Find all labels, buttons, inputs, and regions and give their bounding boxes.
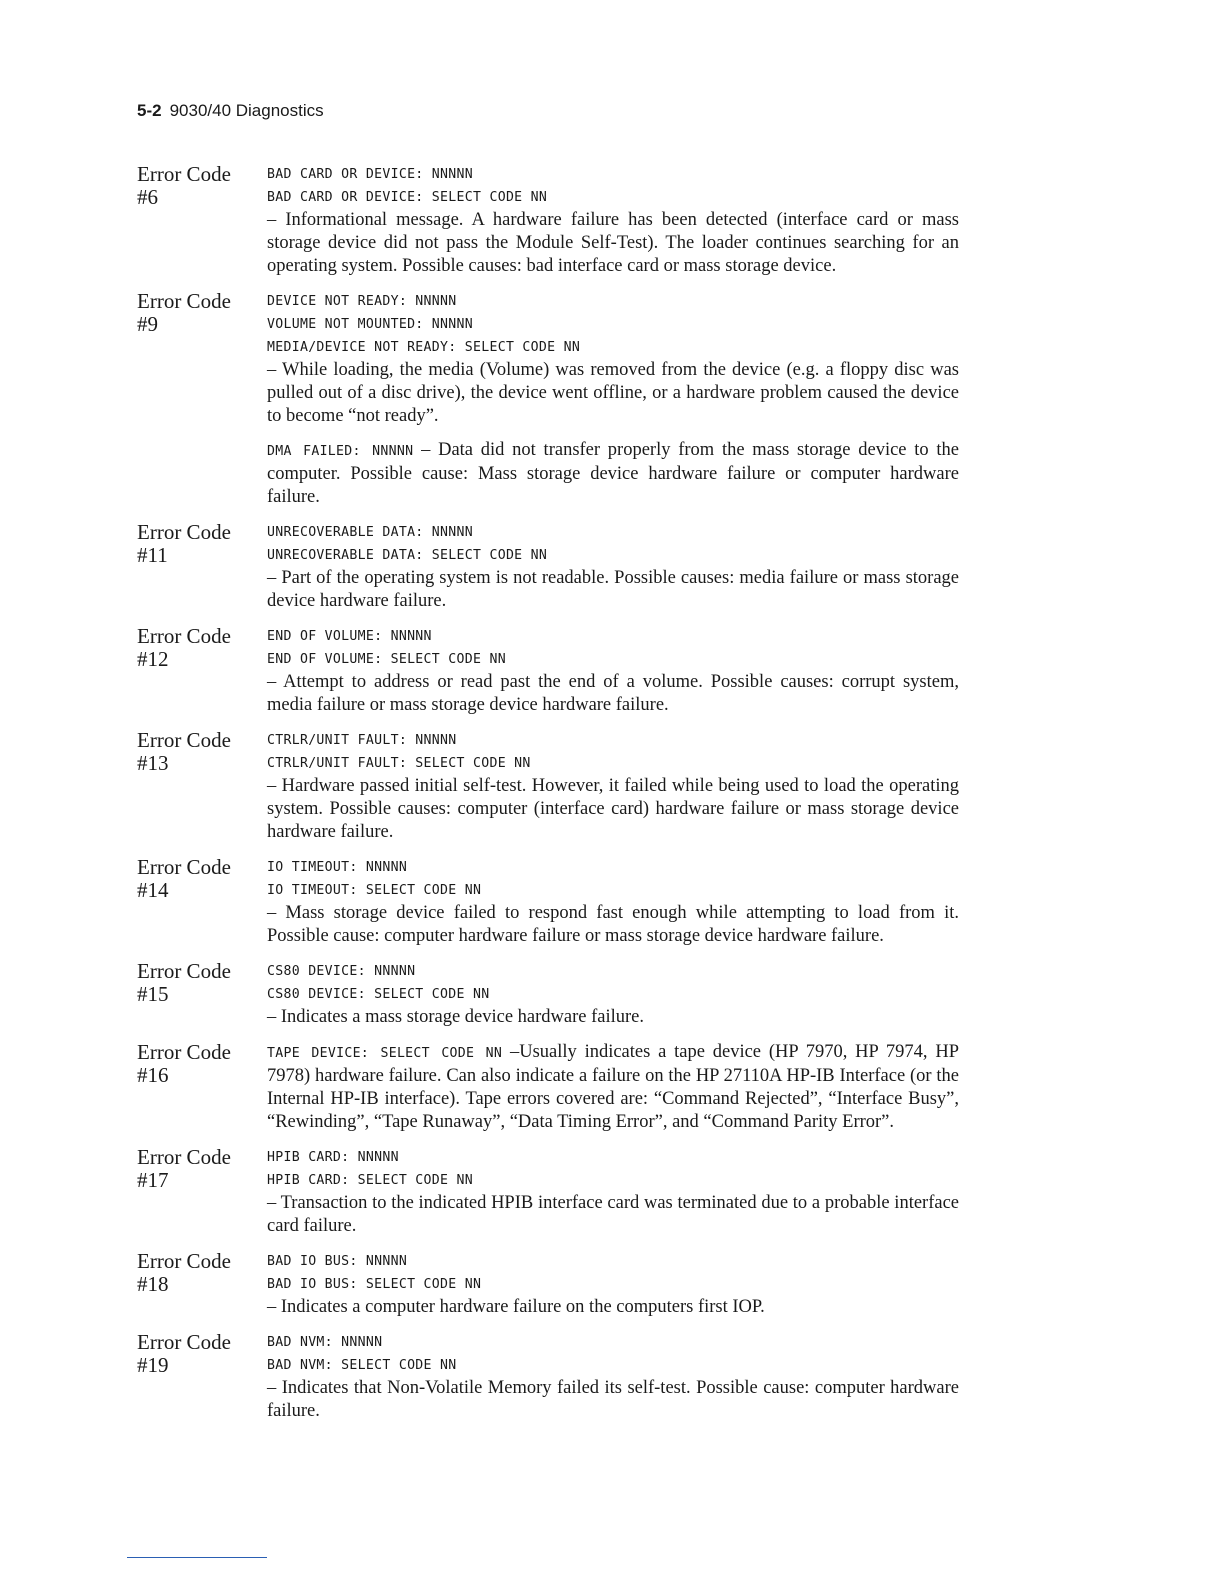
error-message-code: UNRECOVERABLE DATA: SELECT CODE NN: [267, 548, 548, 563]
page-number: 5-2: [137, 101, 162, 120]
error-entry-11: [137, 521, 959, 613]
error-message-code: CTRLR/UNIT FAULT: SELECT CODE NN: [267, 756, 531, 771]
error-message-code: IO TIMEOUT: NNNNN: [267, 860, 408, 875]
error-description: – Transaction to the indicated HPIB interface card was terminated due to a probable interface card failure.: [267, 1193, 959, 1236]
error-description: – Part of the operating system is not readable. Possible causes: media failure or mass storage device hardware failure.: [267, 568, 959, 611]
error-code-label: Error Code #18: [137, 1249, 231, 1296]
error-code-list: [137, 163, 959, 1435]
error-description: [267, 1041, 959, 1134]
error-message-code: CS80 DEVICE: NNNNN: [267, 964, 416, 979]
error-message-code: CTRLR/UNIT FAULT: NNNNN: [267, 733, 457, 748]
inline-error-text: – Data did not transfer properly from the mass storage device to the computer. Possible cause: Mass storage device hardware failure or computer hardware failure.: [267, 440, 960, 507]
error-description: – While loading, the media (Volume) was removed from the device (e.g. a floppy disc was pulled out of a disc drive), the device went offline, or a hardware problem caused the device to become “not ready”.: [267, 360, 959, 426]
inline-error-code: DMA FAILED: NNNNN: [267, 444, 414, 459]
error-message-code: DEVICE NOT READY: NNNNN: [267, 294, 457, 309]
error-entry-content: [267, 521, 959, 613]
footer-rule: [127, 1557, 267, 1558]
error-entry-content: [267, 1041, 959, 1134]
error-description: – Indicates that Non-Volatile Memory failed its self-test. Possible cause: computer hardware failure.: [267, 1378, 959, 1421]
error-message-code: END OF VOLUME: NNNNN: [267, 629, 432, 644]
inline-error-code: TAPE DEVICE: SELECT CODE NN: [267, 1046, 503, 1061]
error-entry-12: [137, 625, 959, 717]
error-description: – Indicates a computer hardware failure on the computers first IOP.: [267, 1297, 765, 1317]
error-entry-content: [267, 960, 959, 1029]
error-description: – Mass storage device failed to respond fast enough while attempting to load from it. Possible cause: computer hardware failure or mass storage device hardware failure.: [267, 903, 959, 946]
error-code-label: Error Code #15: [137, 959, 231, 1006]
error-entry-9: [137, 290, 959, 509]
error-code-label: Error Code #9: [137, 289, 231, 336]
error-code-label: Error Code #11: [137, 520, 231, 567]
error-message-code: UNRECOVERABLE DATA: NNNNN: [267, 525, 473, 540]
error-entry-content: [267, 625, 959, 717]
error-entry-content: [267, 163, 959, 278]
error-entry-content: [267, 1250, 959, 1319]
error-message-code: BAD CARD OR DEVICE: SELECT CODE NN: [267, 190, 548, 205]
error-message-code: HPIB CARD: SELECT CODE NN: [267, 1173, 473, 1188]
error-code-label: Error Code #19: [137, 1330, 231, 1377]
error-description: – Hardware passed initial self-test. However, it failed while being used to load the operating system. Possible causes: computer (interface card) hardware failure or mass storage device hardware failure.: [267, 776, 959, 842]
error-description: – Attempt to address or read past the end of a volume. Possible causes: corrupt system, media failure or mass storage device hardware failure.: [267, 672, 959, 715]
error-message-code: BAD IO BUS: NNNNN: [267, 1254, 408, 1269]
error-message-code: MEDIA/DEVICE NOT READY: SELECT CODE NN: [267, 340, 581, 355]
error-code-label: Error Code #14: [137, 855, 231, 902]
error-entry-13: [137, 729, 959, 844]
error-code-label: Error Code #17: [137, 1145, 231, 1192]
page-header: [137, 101, 324, 121]
error-code-label: Error Code #6: [137, 162, 231, 209]
error-entry-17: [137, 1146, 959, 1238]
error-message-code: END OF VOLUME: SELECT CODE NN: [267, 652, 506, 667]
error-entry-18: [137, 1250, 959, 1319]
error-entry-content: [267, 729, 959, 844]
error-message-code: BAD NVM: SELECT CODE NN: [267, 1358, 457, 1373]
error-message-code: CS80 DEVICE: SELECT CODE NN: [267, 987, 490, 1002]
error-entry-content: [267, 290, 959, 509]
error-code-label: Error Code #12: [137, 624, 231, 671]
error-entry-16: [137, 1041, 959, 1134]
error-entry-content: [267, 856, 959, 948]
error-entry-content: [267, 1146, 959, 1238]
error-message-code: BAD IO BUS: SELECT CODE NN: [267, 1277, 482, 1292]
error-message-code: BAD NVM: NNNNN: [267, 1335, 383, 1350]
error-message-code: IO TIMEOUT: SELECT CODE NN: [267, 883, 482, 898]
error-entry-6: [137, 163, 959, 278]
error-code-label: Error Code #13: [137, 728, 231, 775]
error-entry-15: [137, 960, 959, 1029]
error-entry-19: [137, 1331, 959, 1423]
error-message-code: BAD CARD OR DEVICE: NNNNN: [267, 167, 473, 182]
error-description: – Informational message. A hardware failure has been detected (interface card or mass storage device did not pass the Module Self-Test). The loader continues searching for an operating system. Possible causes: bad interface card or mass storage device.: [267, 210, 959, 276]
error-description: – Indicates a mass storage device hardware failure.: [267, 1007, 645, 1027]
error-description-extra: [267, 439, 959, 509]
error-code-label: Error Code #16: [137, 1040, 231, 1087]
page-running-title: 9030/40 Diagnostics: [169, 101, 324, 120]
error-entry-content: [267, 1331, 959, 1423]
error-entry-14: [137, 856, 959, 948]
error-message-code: HPIB CARD: NNNNN: [267, 1150, 399, 1165]
inline-error-text: –Usually indicates a tape device (HP 7970, HP 7974, HP 7978) hardware failure. Can also indicate a failure on the HP 27110A HP-IB Interface (or the Internal HP-IB interface). Tape errors covered are: “Command Rejected”, “Interface Busy”, “Rewinding”, “Tape Runaway”, “Data Timing Error”, and “Command Parity Error”.: [267, 1042, 959, 1132]
error-message-code: VOLUME NOT MOUNTED: NNNNN: [267, 317, 473, 332]
